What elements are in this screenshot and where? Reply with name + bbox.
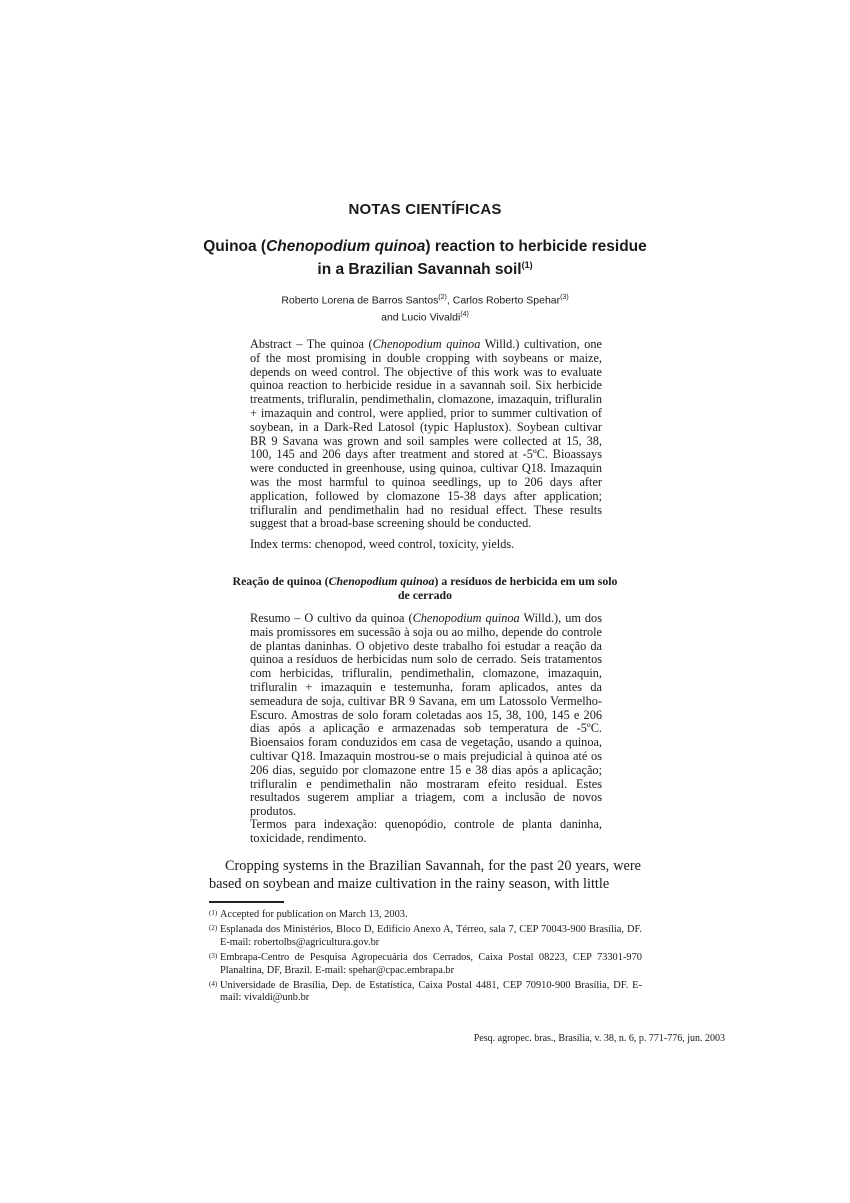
author-footnote-mark: (3) <box>560 294 569 301</box>
resumo-text: Willd.), um dos mais promissores em sucessão à soja ou ao milho, depende do controle de plantas daninhas. O objetivo deste trabalho foi estudar a reação da quinoa a resíduos de herbicidas num solo de cerrado. Seis tratamentos com herbicidas, trifluralin, pendimethalin, clomazone, imazaquin, trifluralin + imazaquin e testemunha, foram aplicados, antes da semeadura de soja, cultivar BR 9 Savana, em um Latossolo Vermelho-Escuro. Amostras de solo foram coletadas aos 15, 38, 100, 145 e 206 dias após a aplicação e armazenadas sob temperatura de -5ºC. Bioensaios foram conduzidos em casa de vegetação, usando a quinoa, cultivar Q18. Imazaquin mostrou-se o mais prejudicial à quinoa até os 206 dias, seguido por clomazone entre 15 e 38 dias após a aplicação; trifluralin e pendimethalin não mostraram efeito residual. Estes resultados sugerem ampliar a triagem, com a inclusão de novos produtos. <box>250 611 602 819</box>
footnote-mark: (1) <box>209 909 218 917</box>
footnote-divider <box>209 901 284 903</box>
footnote <box>209 952 642 977</box>
abstract-text: Willd.) cultivation, one of the most promising in double cropping with soybeans or maize, depends on weed control. The objective of this work was to evaluate quinoa reaction to herbicide residue in a savannah soil. Six herbicide treatments, trifluralin, pendimethalin, clomazone, imazaquin, trifluralin + imazaquin and control, were applied, prior to summer cultivation of soybean, in a Dark-Red Latosol (typic Haplustox). Soybean cultivar BR 9 Savana was grown and soil samples were collected at 15, 38, 100, 145 and 206 days after treatment and stored at -5ºC. Bioassays were conducted in greenhouse, using quinoa, cultivar Q18. Imazaquin was the most harmful to quinoa seedlings, up to 206 days after application, followed by clomazone 15-38 days after application; trifluralin and pendimethalin had no residual effect. These results suggest that a broad-base screening should be conducted. <box>250 337 602 531</box>
author-list <box>200 291 650 324</box>
pt-title-part-2: ) a resíduos de herbicida em um solo de cerrado <box>397 574 618 602</box>
footnote-text: Universidade de Brasília, Dep. de Estatística, Caixa Postal 4481, CEP 70910-900 Brasília, DF. E-mail: vivaldi@unb.br <box>220 980 642 1004</box>
author-name: Roberto Lorena de Barros Santos <box>281 294 439 307</box>
footnote-mark: (2) <box>209 924 218 933</box>
author-conjunction: and <box>381 311 402 323</box>
footnote <box>209 924 642 949</box>
author-name: Lucio Vivaldi <box>401 311 461 323</box>
resumo-species: Chenopodium quinoa <box>412 611 520 625</box>
resumo-lead: Resumo – O cultivo da quinoa ( <box>250 611 413 625</box>
body-paragraph: Cropping systems in the Brazilian Savannah, for the past 20 years, were based on soybean and maize cultivation in the rainy season, with little <box>209 858 641 892</box>
article-title <box>200 237 650 279</box>
abstract <box>250 338 602 531</box>
termos-indexacao: Termos para indexação: quenopódio, controle de planta daninha, toxicidade, rendimento. <box>250 817 602 845</box>
section-heading: NOTAS CIENTÍFICAS <box>348 201 502 218</box>
abstract-lead: Abstract – The quinoa ( <box>250 337 373 351</box>
title-species: Chenopodium quinoa <box>266 238 426 255</box>
footnote-text: Accepted for publication on March 13, 2003. <box>220 909 408 920</box>
author-separator: , <box>446 294 453 307</box>
footnote-text: Embrapa-Centro de Pesquisa Agropecuária dos Cerrados, Caixa Postal 08223, CEP 73301-970 Planaltina, DF, Brazil. E-mail: spehar@cpac.embrapa.br <box>220 952 642 976</box>
index-terms: Index terms: chenopod, weed control, toxicity, yields. <box>250 537 515 551</box>
author-name: Carlos Roberto Spehar <box>452 294 561 307</box>
title-part-1: Quinoa ( <box>203 238 267 255</box>
resumo <box>250 612 602 819</box>
footnote-mark: (3) <box>209 952 218 961</box>
footnote <box>209 909 642 921</box>
pt-title-part-1: Reação de quinoa ( <box>232 574 329 588</box>
footnote-mark: (4) <box>209 980 218 989</box>
footnote <box>209 980 642 1005</box>
title-part-2: ) reaction to herbicide residue in a Brazilian Savannah soil <box>317 238 647 279</box>
author-footnote-mark: (4) <box>460 310 469 318</box>
portuguese-title <box>230 574 620 602</box>
running-footer: Pesq. agropec. bras., Brasília, v. 38, n. 6, p. 771-776, jun. 2003 <box>473 1033 725 1044</box>
footnote-text: Esplanada dos Ministérios, Bloco D, Edifício Anexo A, Térreo, sala 7, CEP 70043-900 Brasília, DF. E-mail: robertolbs@agricultura.gov.br <box>220 924 642 948</box>
author-footnote-mark: (2) <box>438 294 447 301</box>
footnotes <box>209 909 642 1008</box>
abstract-species: Chenopodium quinoa <box>372 337 481 351</box>
pt-title-species: Chenopodium quinoa <box>328 574 435 588</box>
title-footnote-mark: (1) <box>521 260 533 270</box>
